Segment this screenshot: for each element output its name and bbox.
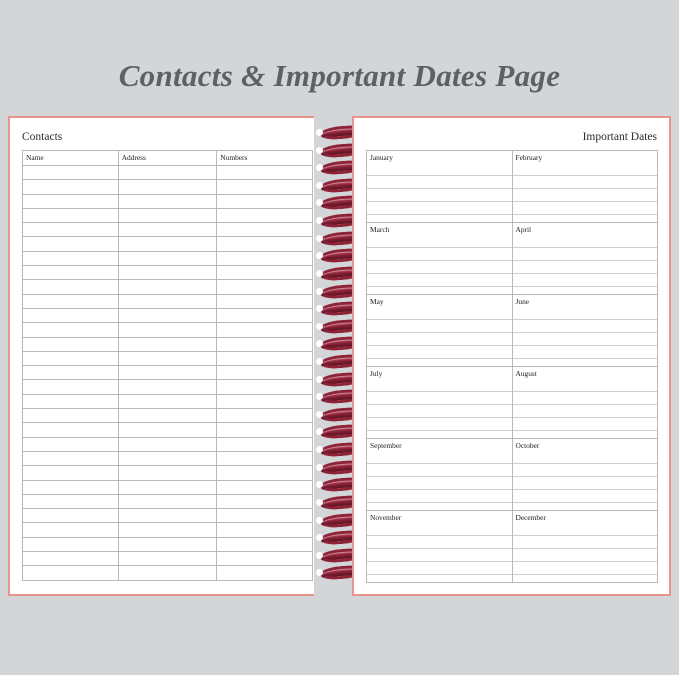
- month-label: February: [515, 153, 543, 162]
- table-row[interactable]: [23, 323, 313, 337]
- coil-hole-left: [316, 358, 323, 365]
- table-row[interactable]: [23, 308, 313, 322]
- month-label: September: [370, 441, 402, 450]
- table-cell[interactable]: [23, 509, 119, 523]
- table-row[interactable]: [23, 409, 313, 423]
- table-cell[interactable]: [217, 423, 313, 437]
- page-title: Contacts & Important Dates Page: [118, 58, 561, 93]
- coil-hole-left: [316, 288, 323, 295]
- table-cell[interactable]: [23, 480, 119, 494]
- month-cell-october[interactable]: [513, 439, 659, 511]
- table-cell[interactable]: [118, 466, 217, 480]
- table-row[interactable]: [23, 523, 313, 537]
- table-cell[interactable]: [217, 409, 313, 423]
- table-cell[interactable]: [217, 566, 313, 580]
- month-writing-lines[interactable]: [367, 379, 512, 438]
- coil-hole-left: [316, 517, 323, 524]
- month-label: August: [515, 369, 537, 378]
- table-cell[interactable]: [217, 509, 313, 523]
- table-row[interactable]: [23, 537, 313, 551]
- table-cell[interactable]: [217, 251, 313, 265]
- table-row[interactable]: [23, 366, 313, 380]
- table-cell[interactable]: [23, 366, 119, 380]
- table-row[interactable]: [23, 194, 313, 208]
- important-dates-heading: Important Dates: [582, 131, 657, 143]
- table-cell[interactable]: [217, 166, 313, 180]
- table-cell[interactable]: [118, 194, 217, 208]
- table-cell[interactable]: [23, 552, 119, 566]
- table-cell[interactable]: [23, 494, 119, 508]
- table-cell[interactable]: [118, 394, 217, 408]
- table-row[interactable]: [23, 566, 313, 580]
- month-writing-lines[interactable]: [513, 379, 658, 438]
- table-cell[interactable]: [23, 194, 119, 208]
- contacts-table: [22, 150, 313, 581]
- month-label: December: [515, 513, 546, 522]
- month-writing-lines[interactable]: [513, 451, 658, 510]
- month-label: July: [370, 369, 383, 378]
- table-cell[interactable]: [23, 180, 119, 194]
- table-row[interactable]: [23, 380, 313, 394]
- month-writing-lines[interactable]: [513, 307, 658, 366]
- table-cell[interactable]: [23, 437, 119, 451]
- table-cell[interactable]: [217, 552, 313, 566]
- table-cell[interactable]: [217, 537, 313, 551]
- coil-hole-left: [316, 323, 323, 330]
- table-cell[interactable]: [217, 380, 313, 394]
- month-cell-april[interactable]: [513, 223, 659, 295]
- table-cell[interactable]: [23, 251, 119, 265]
- table-row[interactable]: [23, 437, 313, 451]
- table-cell[interactable]: [118, 523, 217, 537]
- table-row[interactable]: [23, 208, 313, 222]
- table-cell[interactable]: [217, 466, 313, 480]
- column-header-address: Address: [118, 151, 217, 166]
- table-cell[interactable]: [217, 208, 313, 222]
- table-cell[interactable]: [118, 437, 217, 451]
- month-cell-august[interactable]: [513, 367, 659, 439]
- table-row[interactable]: [23, 494, 313, 508]
- table-header-row: [23, 151, 313, 166]
- table-cell[interactable]: [118, 180, 217, 194]
- table-cell[interactable]: [118, 537, 217, 551]
- table-row[interactable]: [23, 552, 313, 566]
- table-cell[interactable]: [23, 566, 119, 580]
- table-cell[interactable]: [217, 180, 313, 194]
- table-cell[interactable]: [23, 537, 119, 551]
- table-cell[interactable]: [118, 451, 217, 465]
- months-grid: [366, 150, 658, 583]
- table-row[interactable]: [23, 480, 313, 494]
- month-cell-november[interactable]: [367, 511, 513, 583]
- table-cell[interactable]: [118, 509, 217, 523]
- month-label: April: [515, 225, 532, 234]
- table-cell[interactable]: [23, 266, 119, 280]
- coil-hole-left: [316, 235, 323, 242]
- table-row[interactable]: [23, 223, 313, 237]
- coil-hole-left: [316, 147, 323, 154]
- coil-hole-left: [316, 270, 323, 277]
- table-cell[interactable]: [23, 208, 119, 222]
- table-cell[interactable]: [23, 280, 119, 294]
- table-cell[interactable]: [118, 423, 217, 437]
- month-cell-september[interactable]: [367, 439, 513, 511]
- table-row[interactable]: [23, 166, 313, 180]
- table-cell[interactable]: [118, 223, 217, 237]
- table-cell[interactable]: [118, 308, 217, 322]
- table-row[interactable]: [23, 351, 313, 365]
- month-label: May: [370, 297, 384, 306]
- table-cell[interactable]: [217, 523, 313, 537]
- table-cell[interactable]: [23, 323, 119, 337]
- table-cell[interactable]: [118, 337, 217, 351]
- table-cell[interactable]: [118, 480, 217, 494]
- coil-hole-left: [316, 411, 323, 418]
- table-cell[interactable]: [217, 237, 313, 251]
- column-header-numbers: Numbers: [217, 151, 313, 166]
- table-cell[interactable]: [118, 566, 217, 580]
- table-cell[interactable]: [23, 308, 119, 322]
- month-writing-lines[interactable]: [367, 163, 512, 222]
- table-cell[interactable]: [217, 366, 313, 380]
- table-cell[interactable]: [118, 494, 217, 508]
- table-row[interactable]: [23, 280, 313, 294]
- table-cell[interactable]: [217, 308, 313, 322]
- table-cell[interactable]: [217, 266, 313, 280]
- table-cell[interactable]: [217, 451, 313, 465]
- coil-hole-left: [316, 182, 323, 189]
- table-cell[interactable]: [118, 166, 217, 180]
- month-writing-lines[interactable]: [513, 163, 658, 222]
- table-cell[interactable]: [23, 451, 119, 465]
- contacts-page-inner: [10, 118, 325, 594]
- month-cell-july[interactable]: [367, 367, 513, 439]
- month-writing-lines[interactable]: [513, 235, 658, 294]
- table-cell[interactable]: [23, 337, 119, 351]
- table-row[interactable]: [23, 266, 313, 280]
- table-cell[interactable]: [217, 394, 313, 408]
- table-row[interactable]: [23, 451, 313, 465]
- month-label: November: [370, 513, 402, 522]
- month-cell-january[interactable]: [367, 151, 513, 223]
- month-label: June: [515, 297, 530, 306]
- notebook-spread: [8, 116, 671, 596]
- table-cell[interactable]: [217, 294, 313, 308]
- coil-hole-left: [316, 376, 323, 383]
- table-cell[interactable]: [217, 194, 313, 208]
- month-writing-lines[interactable]: [367, 451, 512, 510]
- table-cell[interactable]: [118, 323, 217, 337]
- table-cell[interactable]: [118, 208, 217, 222]
- month-cell-may[interactable]: [367, 295, 513, 367]
- table-cell[interactable]: [118, 409, 217, 423]
- table-cell[interactable]: [217, 437, 313, 451]
- table-cell[interactable]: [217, 494, 313, 508]
- table-cell[interactable]: [217, 337, 313, 351]
- coil-hole-left: [316, 217, 323, 224]
- table-cell[interactable]: [23, 294, 119, 308]
- contacts-table-body: [23, 166, 313, 581]
- contacts-heading: Contacts: [22, 131, 63, 143]
- contacts-page: [8, 116, 327, 596]
- table-cell[interactable]: [23, 466, 119, 480]
- table-cell[interactable]: [23, 166, 119, 180]
- table-cell[interactable]: [118, 366, 217, 380]
- month-cell-february[interactable]: [513, 151, 659, 223]
- table-cell[interactable]: [118, 552, 217, 566]
- month-writing-lines[interactable]: [367, 523, 512, 582]
- month-cell-june[interactable]: [513, 295, 659, 367]
- coil-hole-left: [316, 446, 323, 453]
- month-label: October: [515, 441, 540, 450]
- month-label: January: [370, 153, 393, 162]
- table-cell[interactable]: [118, 294, 217, 308]
- table-row[interactable]: [23, 466, 313, 480]
- table-cell[interactable]: [23, 223, 119, 237]
- table-row[interactable]: [23, 294, 313, 308]
- table-row[interactable]: [23, 251, 313, 265]
- table-cell[interactable]: [23, 394, 119, 408]
- month-writing-lines[interactable]: [367, 235, 512, 294]
- table-row[interactable]: [23, 509, 313, 523]
- table-row[interactable]: [23, 394, 313, 408]
- table-cell[interactable]: [23, 351, 119, 365]
- table-cell[interactable]: [217, 323, 313, 337]
- table-cell[interactable]: [23, 409, 119, 423]
- table-cell[interactable]: [118, 351, 217, 365]
- coil-hole-left: [316, 464, 323, 471]
- column-header-name: Name: [23, 151, 119, 166]
- table-cell[interactable]: [23, 523, 119, 537]
- table-row[interactable]: [23, 237, 313, 251]
- month-cell-march[interactable]: [367, 223, 513, 295]
- table-cell[interactable]: [118, 266, 217, 280]
- month-writing-lines[interactable]: [367, 307, 512, 366]
- month-cell-december[interactable]: [513, 511, 659, 583]
- coil-hole-left: [316, 552, 323, 559]
- table-cell[interactable]: [23, 237, 119, 251]
- table-cell[interactable]: [23, 380, 119, 394]
- month-writing-lines[interactable]: [513, 523, 658, 582]
- table-cell[interactable]: [217, 351, 313, 365]
- table-row[interactable]: [23, 180, 313, 194]
- table-cell[interactable]: [118, 380, 217, 394]
- table-cell[interactable]: [118, 237, 217, 251]
- table-cell[interactable]: [217, 280, 313, 294]
- table-cell[interactable]: [217, 480, 313, 494]
- coil-hole-left: [316, 129, 323, 136]
- table-cell[interactable]: [118, 251, 217, 265]
- important-dates-page: [352, 116, 671, 596]
- table-cell[interactable]: [118, 280, 217, 294]
- coil-hole-left: [316, 499, 323, 506]
- table-row[interactable]: [23, 337, 313, 351]
- important-dates-page-inner: [354, 118, 669, 594]
- table-cell[interactable]: [23, 423, 119, 437]
- month-label: March: [370, 225, 390, 234]
- table-cell[interactable]: [217, 223, 313, 237]
- table-row[interactable]: [23, 423, 313, 437]
